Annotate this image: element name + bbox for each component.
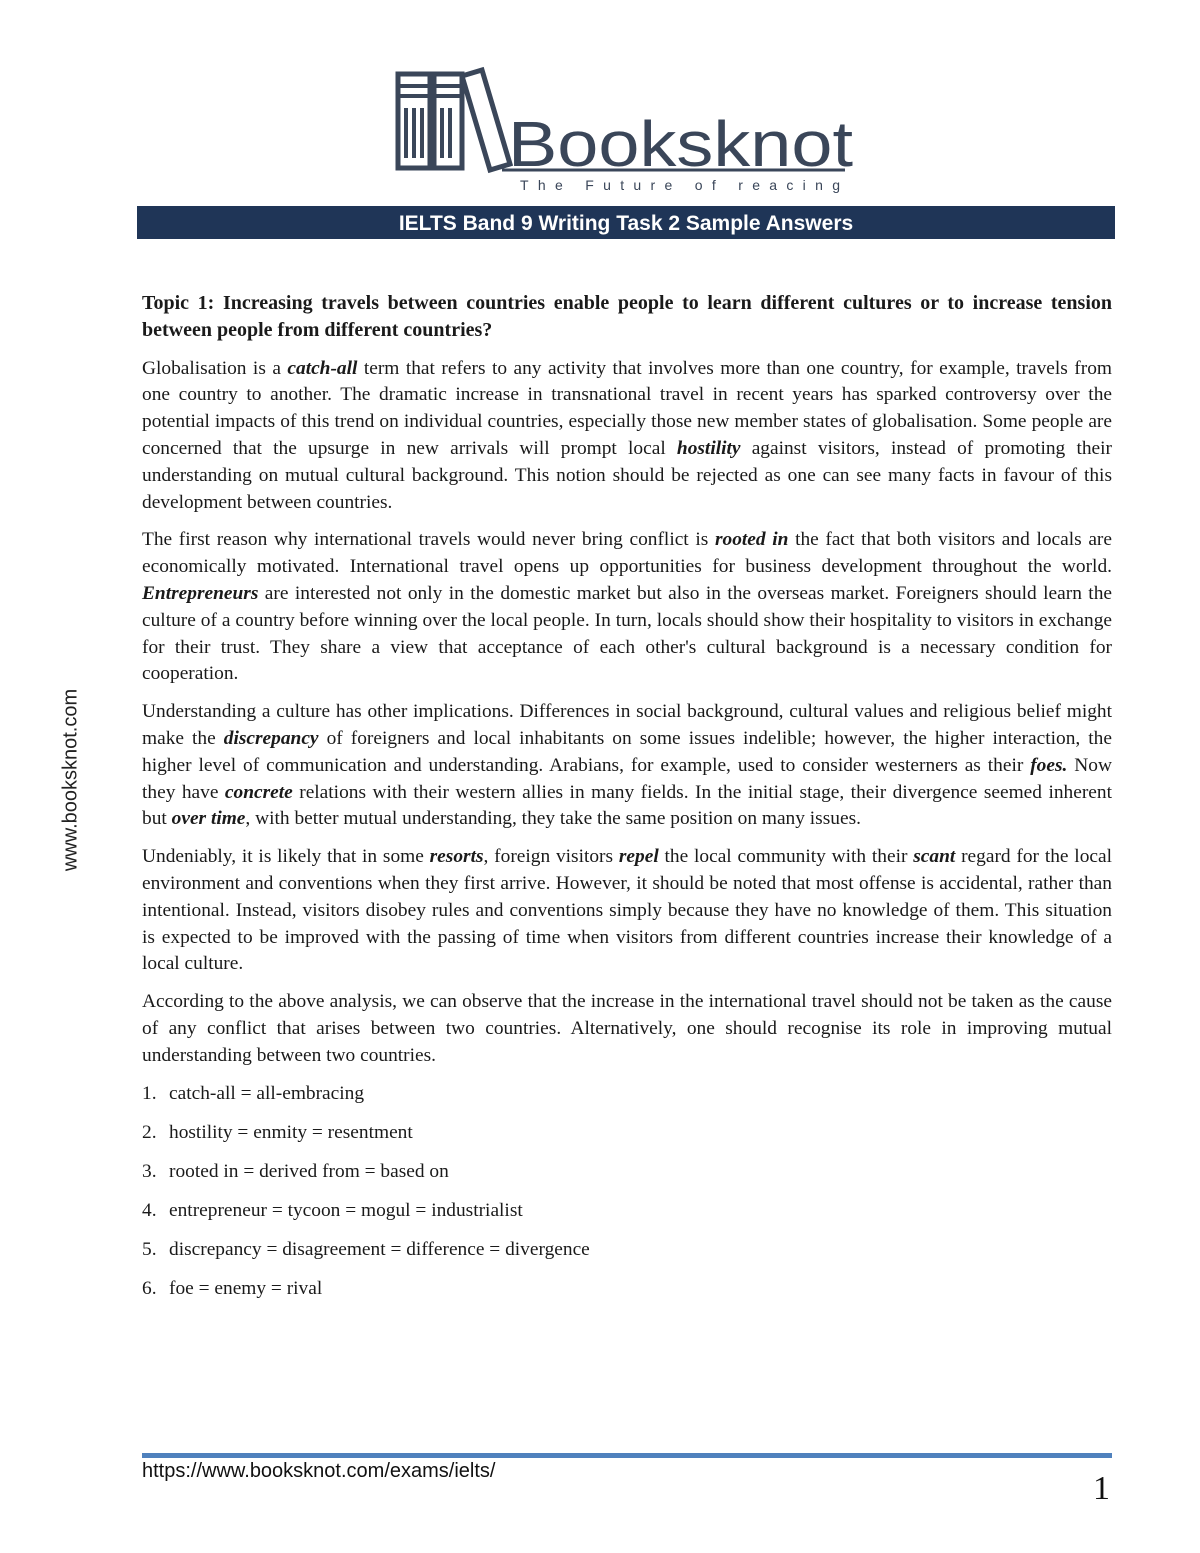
list-number: 2. [142, 1121, 157, 1143]
text-run: The first reason why international travels would never bring conflict is [142, 529, 715, 551]
text-run: , foreign visitors [483, 846, 619, 868]
vocab-term: Entrepreneurs [142, 582, 259, 604]
side-url: www.booksknot.com [59, 688, 82, 872]
vocab-term: rooted in [714, 529, 789, 551]
vocabulary-list [142, 1081, 1112, 1302]
vocab-term: catch-all [287, 357, 358, 379]
text-run: Understanding a culture has other implications. Differences in social background, cultural values and religious belief might make the [142, 701, 1112, 749]
vocab-term: scant [913, 846, 956, 868]
list-number: 6. [142, 1277, 157, 1299]
topic-heading: Topic 1: Increasing travels between countries enable people to learn different cultures or to increase tension between people from different countries? [142, 292, 1112, 341]
footer-link[interactable]: https://www.booksknot.com/exams/ielts/ [142, 1460, 496, 1482]
list-text: foe = enemy = rival [169, 1277, 323, 1299]
vocab-term: over time [171, 808, 246, 830]
text-run: term that refers to any activity that involves more than one country, for example, travels from one country to another. The dramatic increase in transnational travel in recent years has sparked controversy over the potential impacts of this trend on individual countries, especially those new member states of globalisation. Some people are concerned that the upsurge in new arrivals will prompt local [142, 357, 1112, 459]
list-number: 5. [142, 1238, 157, 1260]
list-item [142, 1237, 1112, 1263]
text-run: According to the above analysis, we can observe that the increase in the international travel should not be taken as the cause of any conflict that arises between two countries. Alternatively, one should recognise its role in improving mutual understanding between two countries. [142, 991, 1112, 1066]
text-run: the local community with their [658, 846, 914, 868]
text-run: Globalisation is a [142, 357, 288, 379]
list-text: hostility = enmity = resentment [169, 1121, 413, 1143]
list-number: 3. [142, 1160, 157, 1182]
text-run: are interested not only in the domestic market but also in the overseas market. Foreigners should learn the culture of a country before winning over the local people. In turn, locals should show their hospitality to visitors in exchange for their trust. They share a view that acceptance of each other's cultural background is a necessary condition for cooperation. [142, 582, 1112, 685]
vocab-term: concrete [224, 781, 293, 803]
vocab-term: repel [618, 846, 659, 868]
text-run: , with better mutual understanding, they take the same position on many issues. [245, 808, 861, 830]
vocab-term: hostility [676, 437, 741, 459]
list-text: rooted in = derived from = based on [169, 1160, 449, 1182]
list-item [142, 1159, 1112, 1185]
booksknot-logo [390, 66, 870, 196]
list-item [142, 1198, 1112, 1224]
footer-divider [142, 1453, 1112, 1458]
essay-content [142, 290, 1112, 1315]
text-run: Now they have [142, 754, 1112, 803]
list-item [142, 1081, 1112, 1107]
vocab-term: discrepancy [223, 727, 319, 749]
list-text: discrepancy = disagreement = difference = divergence [169, 1238, 590, 1260]
list-number: 1. [142, 1082, 157, 1104]
text-run: against visitors, instead of promoting their understanding on mutual cultural background. This notion should be rejected as one can see many facts in favour of this development between countries. [142, 437, 1112, 513]
logo-tagline: The Future of reacing [520, 177, 840, 193]
text-run: of foreigners and local inhabitants on some issues indelible; however, the higher interaction, the higher level of communication and understanding. Arabians, for example, used to consider westerners as their [142, 727, 1112, 776]
text-run: Undeniably, it is likely that in some [142, 846, 430, 868]
side-watermark [51, 670, 91, 890]
list-item [142, 1120, 1112, 1146]
logo-wordmark: Booksknot [508, 108, 854, 180]
list-number: 4. [142, 1199, 157, 1221]
paragraph-1 [142, 356, 1112, 517]
paragraph-5 [142, 989, 1112, 1069]
section-banner: IELTS Band 9 Writing Task 2 Sample Answers [137, 206, 1115, 239]
text-run: the fact that both visitors and locals are economically motivated. International travel opens up opportunities for business development throughout the world. [142, 529, 1112, 578]
vocab-term: resorts [429, 846, 484, 868]
list-text: catch-all = all-embracing [169, 1082, 365, 1104]
text-run: relations with their western allies in many fields. In the initial stage, their divergence seemed inherent but [142, 781, 1112, 830]
vocab-term: foes. [1030, 754, 1068, 776]
books-logo-icon [390, 66, 870, 196]
list-text: entrepreneur = tycoon = mogul = industrialist [169, 1199, 523, 1221]
paragraph-3 [142, 699, 1112, 833]
text-run: regard for the local environment and conventions when they first arrive. However, it should be noted that most offense is accidental, rather than intentional. Instead, visitors disobey rules and conventions simply because they have no knowledge of them. This situation is expected to be improved with the passing of time when visitors from different countries increase their knowledge of a local culture. [142, 846, 1112, 975]
list-item [142, 1276, 1112, 1302]
page-number: 1 [1093, 1470, 1110, 1507]
paragraph-2 [142, 527, 1112, 688]
paragraph-4 [142, 844, 1112, 978]
